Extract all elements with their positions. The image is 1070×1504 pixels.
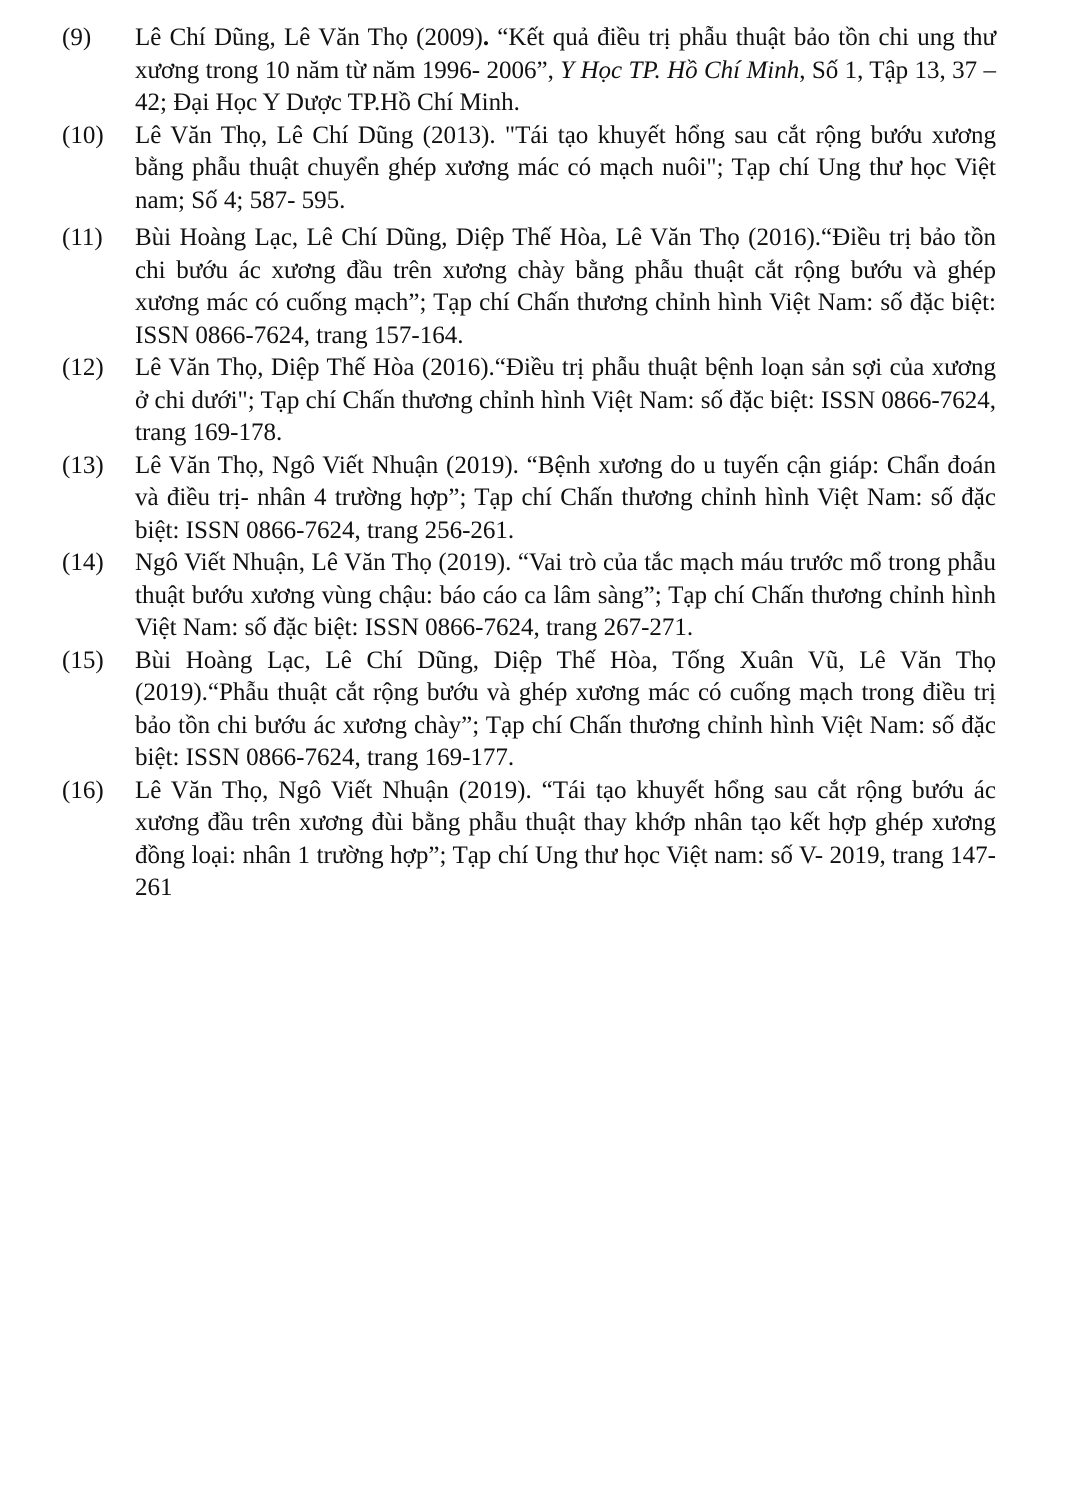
reference-text <box>135 645 996 775</box>
reference-item <box>62 775 996 905</box>
reference-item <box>62 450 996 548</box>
reference-text <box>135 22 996 120</box>
reference-text <box>135 352 996 450</box>
reference-item <box>62 120 996 218</box>
reference-text <box>135 450 996 548</box>
reference-number: (11) <box>62 224 103 251</box>
reference-text-segment: Lê Văn Thọ, Ngô Viết Nhuận (2019). “Tái tạo khuyết hổng sau cắt rộng bướu ác xương đầu trên xương đùi bằng phẫu thuật thay khớp nhân tạo kết hợp ghép xương đồng loại: nhân 1 trường hợp”; Tạp chí Ung thư học Việt nam: số V- 2019, trang 147-261 <box>135 776 996 901</box>
reference-text-segment: Lê Văn Thọ, Diệp Thế Hòa (2016).“Điều trị phẫu thuật bệnh loạn sản sợi của xương ở chi dưới"; Tạp chí Chấn thương chỉnh hình Việt Nam: số đặc biệt: ISSN 0866-7624, trang 169-178. <box>135 354 996 446</box>
reference-text-segment: Lê Văn Thọ, Lê Chí Dũng (2013). "Tái tạo khuyết hổng sau cắt rộng bướu xương bằng phẫu thuật chuyển ghép xương mác có mạch nuôi"; Tạp chí Ung thư học Việt nam; Số 4; 587- 595. <box>135 121 996 214</box>
reference-item <box>62 22 996 120</box>
reference-number: (9) <box>62 24 92 51</box>
reference-item <box>62 352 996 450</box>
reference-number: (13) <box>62 451 104 479</box>
reference-item <box>62 645 996 775</box>
reference-text <box>135 775 996 905</box>
reference-text-segment: Bùi Hoàng Lạc, Lê Chí Dũng, Diệp Thế Hòa, Tống Xuân Vũ, Lê Văn Thọ (2019).“Phẫu thuật cắt rộng bướu và ghép xương mác có cuống mạch trong điều trị bảo tồn chi bướu ác xương chày”; Tạp chí Chấn thương chỉnh hình Việt Nam: số đặc biệt: ISSN 0866-7624, trang 169-177. <box>135 646 996 771</box>
reference-number: (10) <box>62 121 104 149</box>
reference-text-segment: Lê Văn Thọ, Ngô Viết Nhuận (2019). “Bệnh xương do u tuyến cận giáp: Chẩn đoán và điều trị- nhân 4 trường hợp”; Tạp chí Chấn thương chỉnh hình Việt Nam: số đặc biệt: ISSN 0866-7624, trang 256-261. <box>135 451 996 544</box>
reference-item <box>62 547 996 645</box>
reference-text-segment: “Kết quả điều trị phẫu thuật bảo tồn chi ung thư xương trong 10 năm từ năm 1996- 2006”, <box>135 24 996 84</box>
reference-text-segment: . <box>482 24 490 51</box>
reference-text <box>135 222 996 352</box>
reference-text <box>135 547 996 645</box>
reference-item <box>62 222 996 352</box>
reference-text-segment: Ngô Viết Nhuận, Lê Văn Thọ (2019). “Vai trò của tắc mạch máu trước mổ trong phẫu thuật bướu xương vùng chậu: báo cáo ca lâm sàng”; Tạp chí Chấn thương chỉnh hình Việt Nam: số đặc biệt: ISSN 0866-7624, trang 267-271. <box>135 549 996 641</box>
journal-name: Y Học TP. Hồ Chí Minh <box>560 56 800 84</box>
reference-text-segment: , Số 1, Tập 13, 37 – 42; Đại Học Y Dược TP.Hồ Chí Minh. <box>135 56 997 116</box>
reference-text <box>135 120 996 218</box>
reference-text-segment: Bùi Hoàng Lạc, Lê Chí Dũng, Diệp Thế Hòa, Lê Văn Thọ (2016).“Điều trị bảo tồn chi bướu ác xương đầu trên xương chày bằng phẫu thuật cắt rộng bướu và ghép xương mác có cuống mạch”; Tạp chí Chấn thương chỉnh hình Việt Nam: số đặc biệt: ISSN 0866-7624, trang 157-164. <box>135 224 996 349</box>
reference-number: (14) <box>62 549 104 576</box>
reference-list <box>62 22 996 905</box>
reference-number: (12) <box>62 354 104 381</box>
reference-text-segment: Lê Chí Dũng, Lê Văn Thọ (2009) <box>135 24 483 51</box>
reference-number: (15) <box>62 646 104 674</box>
reference-number: (16) <box>62 776 104 804</box>
